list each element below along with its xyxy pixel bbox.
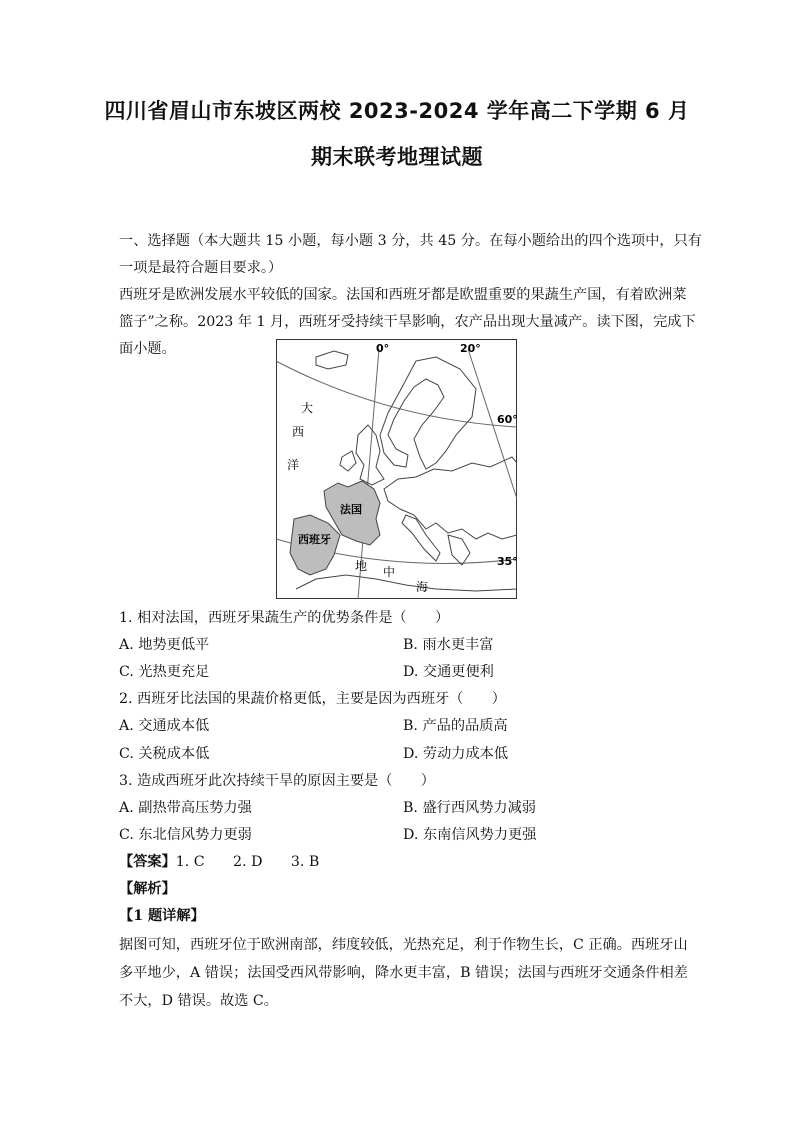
q1-detail-line1: 据图可知，西班牙位于欧洲南部，纬度较低，光热充足，利于作物生长，C 正确。西班牙山: [119, 937, 688, 953]
question-1-option-a: A. 地势更低平: [119, 637, 210, 653]
passage-line3: 面小题。: [119, 341, 176, 357]
question-2-option-a: A. 交通成本低: [119, 718, 210, 734]
page-title-line2: 期末联考地理试题: [311, 145, 483, 169]
question-1-option-d: D. 交通更便利: [403, 664, 494, 680]
section-heading-line1: 一、选择题（本大题共 15 小题，每小题 3 分，共 45 分。在每小题给出的四个选项中，只有: [119, 233, 702, 249]
label-ocean-3: 洋: [287, 458, 300, 472]
label-lat-35: 35°: [497, 555, 517, 568]
answer-label: 【答案】: [119, 854, 176, 870]
question-3-option-c: C. 东北信风势力更弱: [119, 827, 252, 843]
question-3-option-d: D. 东南信风势力更强: [403, 827, 537, 843]
passage-line2: 篮子”之称。2023 年 1 月，西班牙受持续干旱影响，农产品出现大量减产。读下图，完成下: [119, 314, 696, 330]
question-1-option-c: C. 光热更充足: [119, 664, 210, 680]
q1-detail-label: 【1 题详解】: [119, 908, 205, 924]
page-title-line1: 四川省眉山市东坡区两校 2023-2024 学年高二下学期 6 月: [104, 99, 690, 123]
label-spain: 西班牙: [298, 533, 331, 546]
europe-map-svg: [276, 339, 517, 599]
answer-line: [119, 850, 679, 874]
label-france: 法国: [340, 503, 362, 516]
label-med-1: 地: [355, 559, 368, 573]
question-2-option-b: B. 产品的品质高: [403, 718, 508, 734]
label-med-2: 中: [383, 565, 396, 579]
q1-detail-line3: 不大，D 错误。故选 C。: [119, 993, 278, 1009]
question-1-option-b: B. 雨水更丰富: [403, 637, 494, 653]
label-ocean-1: 大: [301, 401, 314, 415]
label-lat-60: 60°: [497, 413, 517, 426]
passage-line1: 西班牙是欧洲发展水平较低的国家。法国和西班牙都是欧盟重要的果蔬生产国，有着欧洲菜: [119, 287, 687, 303]
label-lon-0: 0°: [376, 342, 390, 355]
question-1-stem: 1. 相对法国，西班牙果蔬生产的优势条件是（ ）: [119, 610, 450, 626]
label-med-3: 海: [416, 580, 429, 594]
q1-detail-line2: 多平地少，A 错误；法国受西风带影响，降水更丰富，B 错误；法国与西班牙交通条件相差: [119, 965, 688, 981]
question-3-stem: 3. 造成西班牙此次持续干旱的原因主要是（ ）: [119, 773, 435, 789]
question-2-stem: 2. 西班牙比法国的果蔬价格更低，主要是因为西班牙（ ）: [119, 691, 506, 707]
label-lon-20: 20°: [460, 342, 481, 355]
analysis-label: 【解析】: [119, 881, 176, 897]
question-2-option-d: D. 劳动力成本低: [403, 746, 509, 762]
answer-values: 1. C 2. D 3. B: [175, 854, 320, 870]
question-3-option-a: A. 副热带高压势力强: [119, 800, 252, 816]
label-ocean-2: 西: [292, 425, 305, 439]
question-2-option-c: C. 关税成本低: [119, 746, 210, 762]
section-heading-line2: 一项是最符合题目要求。）: [119, 260, 283, 276]
europe-map-figure: [276, 339, 517, 599]
question-3-option-b: B. 盛行西风势力减弱: [403, 800, 536, 816]
